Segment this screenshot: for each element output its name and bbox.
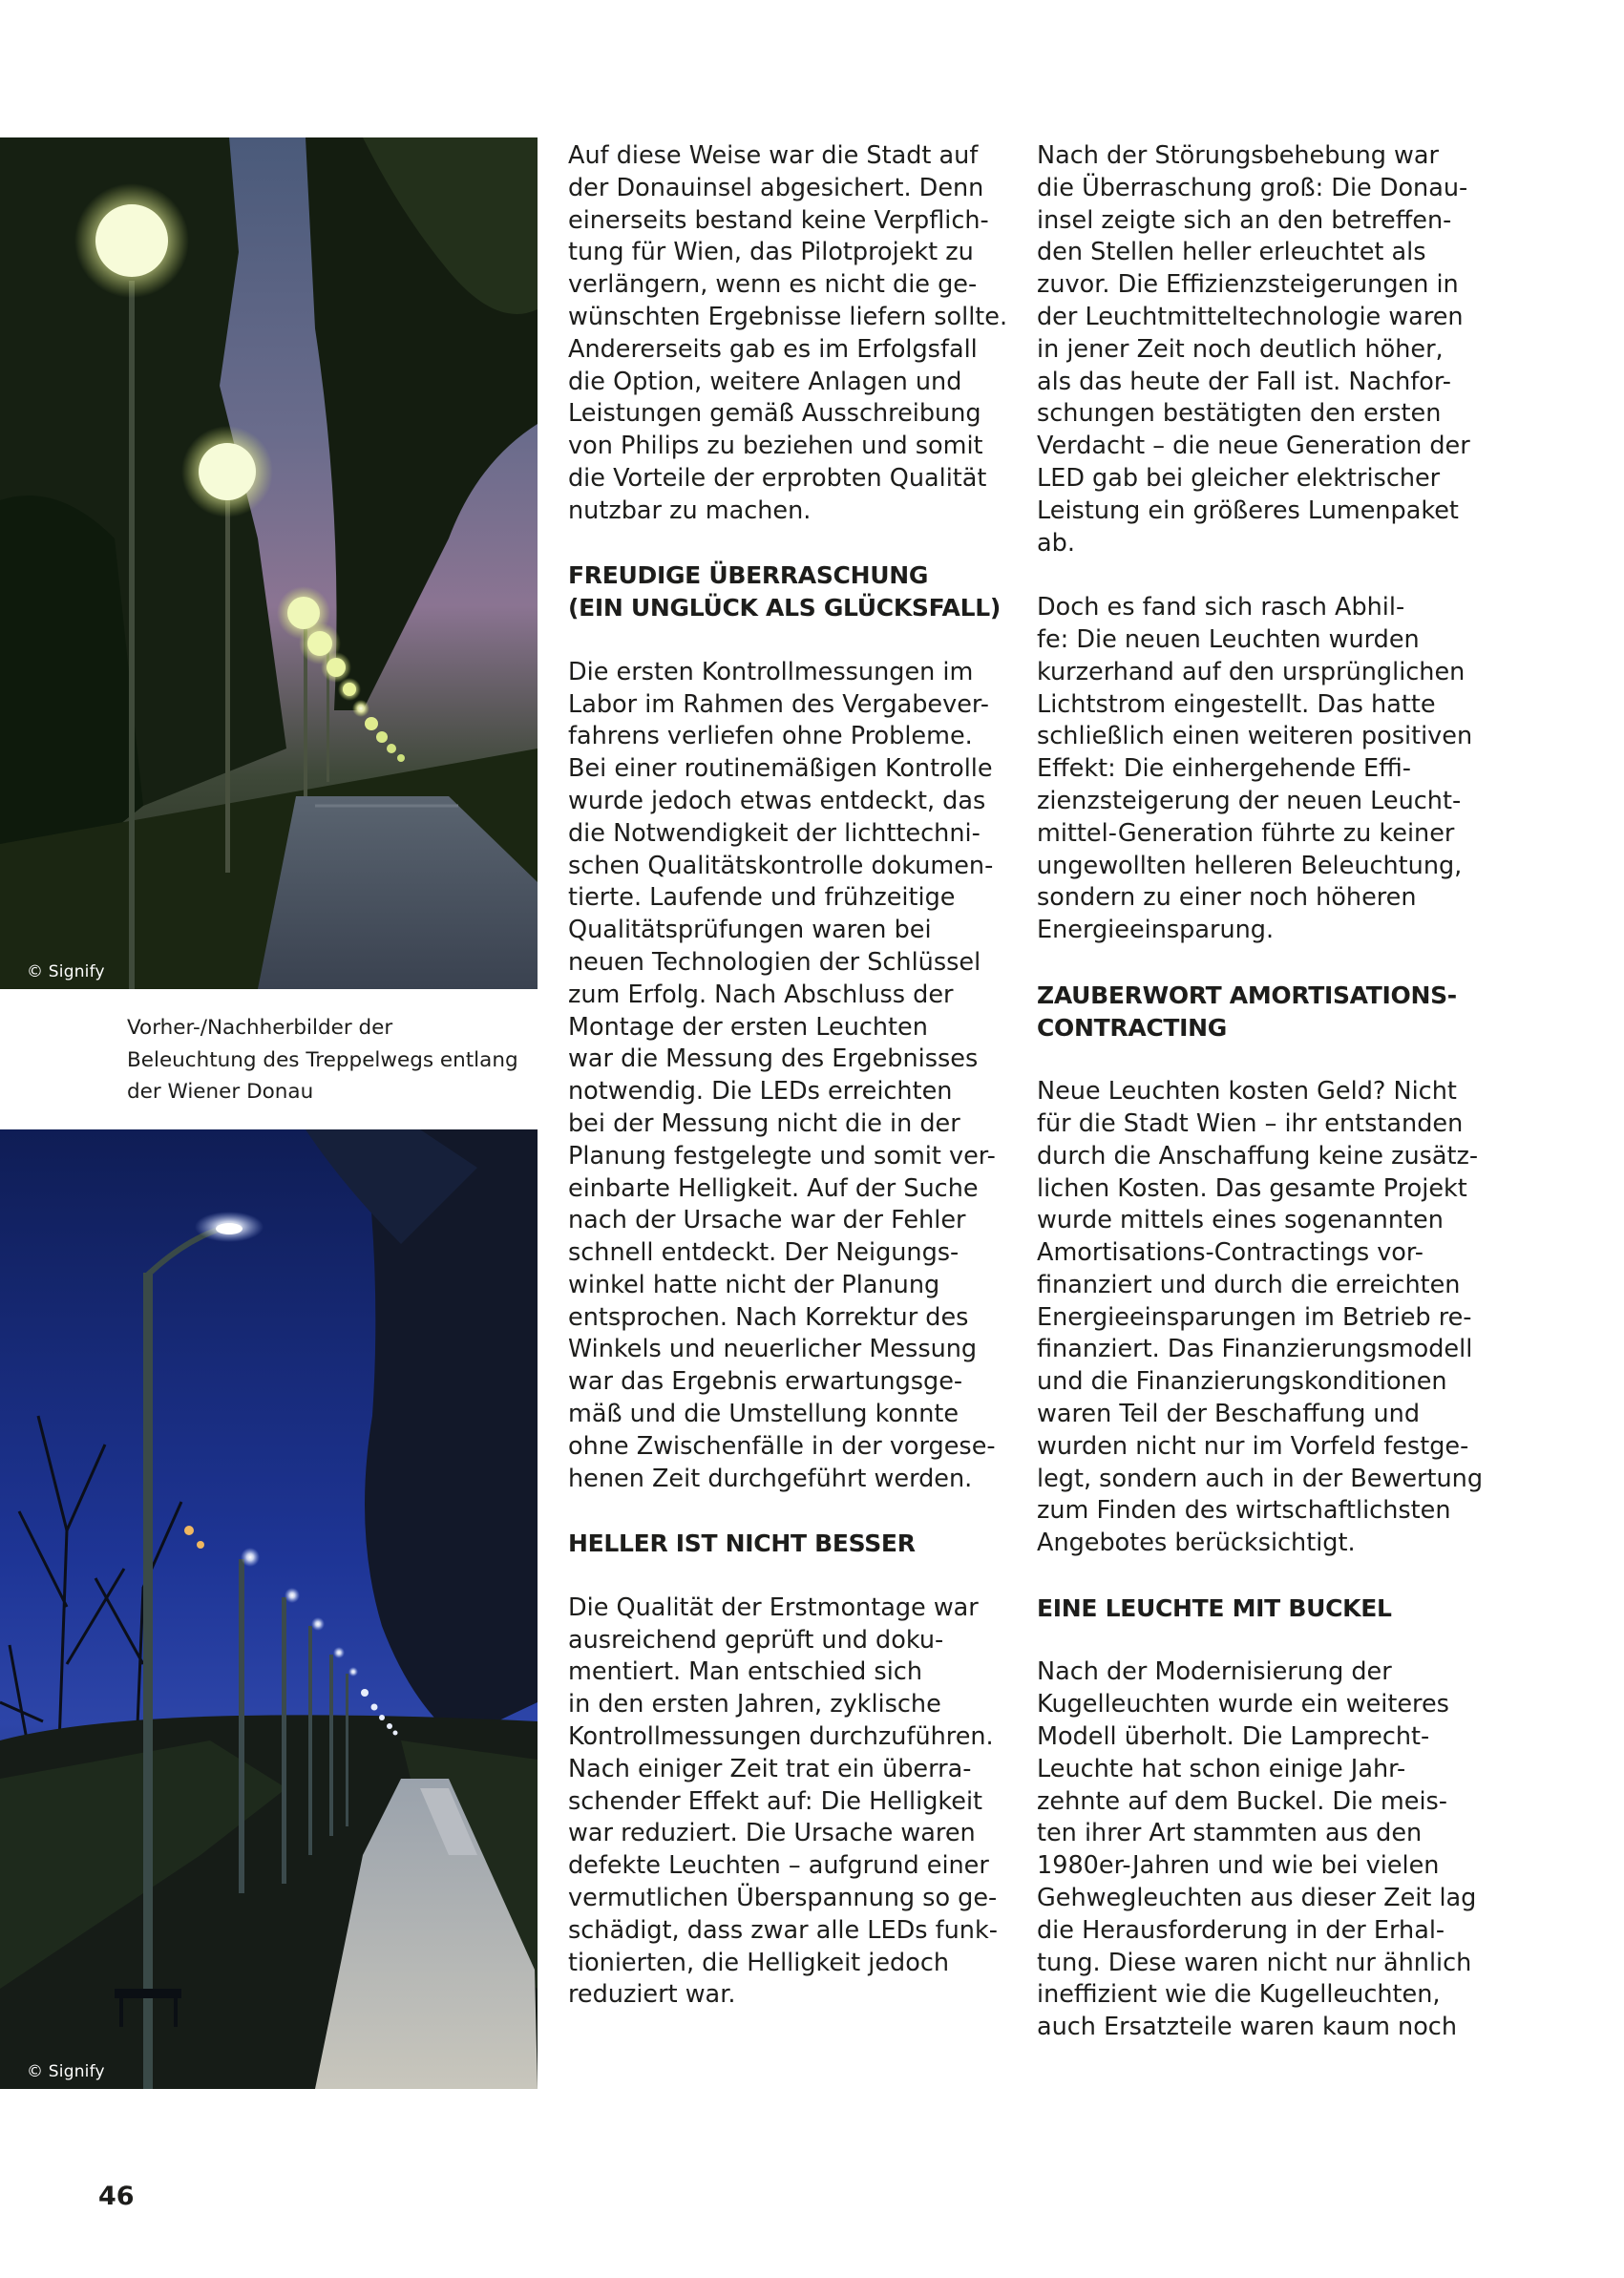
- text-line: ohne Zwischenfälle in der vorgese-: [568, 1431, 996, 1461]
- text-line: defekte Leuchten – aufgrund einer: [568, 1851, 989, 1881]
- text-line: auch Ersatzteile waren kaum noch: [1037, 2013, 1457, 2042]
- text-line: (EIN UNGLÜCK ALS GLÜCKSFALL): [568, 594, 1001, 622]
- text-line: tung für Wien, das Pilotprojekt zu: [568, 238, 974, 267]
- text-line: tung. Diese waren nicht nur ähnlich: [1037, 1948, 1472, 1977]
- text-line: schen Qualitätskontrolle dokumen-: [568, 851, 994, 880]
- photo-after-led-lamps: [0, 1129, 538, 2089]
- caption-line: der Wiener Donau: [127, 1080, 314, 1104]
- text-line: Labor im Rahmen des Vergabever-: [568, 689, 989, 719]
- text-line: Amortisations-Contractings vor-: [1037, 1238, 1424, 1268]
- text-line: mentiert. Man entschied sich: [568, 1657, 922, 1687]
- text-line: zehnte auf dem Buckel. Die meis-: [1037, 1786, 1448, 1816]
- text-line: kurzerhand auf den ursprünglichen: [1037, 657, 1466, 686]
- text-line: durch die Anschaffung keine zusätz-: [1037, 1141, 1479, 1171]
- text-line: schließlich einen weiteren positiven: [1037, 722, 1473, 751]
- paragraph: [568, 140, 1017, 528]
- text-line: insel zeigte sich an den betreffen-: [1037, 205, 1452, 235]
- text-line: Planung festgelegte und somit ver-: [568, 1141, 996, 1171]
- text-line: Die Qualität der Erstmontage war: [568, 1592, 979, 1622]
- section-heading: [568, 1528, 1017, 1560]
- text-line: Leistungen gemäß Ausschreibung: [568, 399, 981, 429]
- text-line: Leuchte hat schon einige Jahr-: [1037, 1754, 1406, 1783]
- text-column-1: [568, 140, 1017, 2012]
- text-line: Neue Leuchten kosten Geld? Nicht: [1037, 1077, 1457, 1107]
- text-line: schungen bestätigten den ersten: [1037, 399, 1442, 429]
- text-line: wurde mittels eines sogenannten: [1037, 1206, 1444, 1235]
- text-line: vermutlichen Überspannung so ge-: [568, 1884, 998, 1913]
- text-line: die Herausforderung in der Erhal-: [1037, 1915, 1445, 1945]
- paragraph: [1037, 140, 1486, 559]
- paragraph: [1037, 1656, 1486, 2044]
- text-line: in jener Zeit noch deutlich höher,: [1037, 334, 1444, 364]
- section-heading: [568, 559, 1017, 624]
- text-line: mäß und die Umstellung konnte: [568, 1400, 960, 1429]
- photo-credit: © Signify: [27, 2062, 105, 2081]
- text-line: zum Finden des wirtschaftlichsten: [1037, 1496, 1451, 1526]
- text-column-2: [1037, 140, 1486, 2044]
- text-line: zienzsteigerung der neuen Leucht-: [1037, 786, 1462, 815]
- text-line: ungewollten helleren Beleuchtung,: [1037, 851, 1463, 880]
- text-line: schnell entdeckt. Der Neigungs-: [568, 1238, 960, 1268]
- text-line: ten ihrer Art stammten aus den: [1037, 1819, 1423, 1848]
- text-line: winkel hatte nicht der Planung: [568, 1270, 940, 1299]
- text-line: Auf diese Weise war die Stadt auf: [568, 141, 979, 170]
- text-line: verlängern, wenn es nicht die ge-: [568, 270, 978, 300]
- text-line: war die Messung des Ergebnisses: [568, 1044, 979, 1074]
- text-line: Kontrollmessungen durchzuführen.: [568, 1722, 994, 1752]
- text-line: Angebotes berücksichtigt.: [1037, 1529, 1356, 1558]
- text-line: Verdacht – die neue Generation der: [1037, 432, 1470, 461]
- text-line: entsprochen. Nach Korrektur des: [568, 1302, 969, 1332]
- text-line: ab.: [1037, 528, 1075, 558]
- text-line: HELLER IST NICHT BESSER: [568, 1529, 916, 1558]
- photo-before-illustration: [0, 137, 538, 989]
- text-line: Nach der Störungsbehebung war: [1037, 141, 1440, 170]
- text-line: die Überraschung groß: Die Donau-: [1037, 173, 1468, 202]
- text-line: FREUDIGE ÜBERRASCHUNG: [568, 561, 929, 590]
- text-line: von Philips zu beziehen und somit: [568, 432, 983, 461]
- paragraph: [568, 657, 1017, 1496]
- text-line: waren Teil der Beschaffung und: [1037, 1400, 1421, 1429]
- paragraph: [568, 1592, 1017, 2012]
- text-line: zum Erfolg. Nach Abschluss der: [568, 980, 954, 1009]
- text-line: notwendig. Die LEDs erreichten: [568, 1077, 953, 1107]
- text-line: als das heute der Fall ist. Nachfor-: [1037, 367, 1451, 396]
- paragraph: [1037, 592, 1486, 947]
- text-line: Bei einer routinemäßigen Kontrolle: [568, 754, 993, 784]
- text-line: EINE LEUCHTE MIT BUCKEL: [1037, 1593, 1392, 1622]
- text-line: sondern zu einer noch höheren: [1037, 883, 1417, 913]
- text-line: neuen Technologien der Schlüssel: [568, 947, 981, 977]
- text-line: wurden nicht nur im Vorfeld festge-: [1037, 1431, 1469, 1461]
- photo-after-illustration: [0, 1129, 538, 2089]
- text-line: 1980er-Jahren und wie bei vielen: [1037, 1851, 1440, 1881]
- text-line: Qualitätsprüfungen waren bei: [568, 916, 932, 945]
- text-line: fe: Die neuen Leuchten wurden: [1037, 624, 1420, 654]
- text-line: finanziert und durch die erreichten: [1037, 1270, 1461, 1299]
- text-line: CONTRACTING: [1037, 1013, 1228, 1042]
- text-line: den Stellen heller erleuchtet als: [1037, 238, 1426, 267]
- text-line: Gehwegleuchten aus dieser Zeit lag: [1037, 1884, 1477, 1913]
- text-line: einerseits bestand keine Verpflich-: [568, 205, 989, 235]
- text-line: finanziert. Das Finanzierungsmodell: [1037, 1335, 1473, 1364]
- text-line: Doch es fand sich rasch Abhil-: [1037, 593, 1405, 622]
- text-line: einbarte Helligkeit. Auf der Suche: [568, 1173, 979, 1203]
- text-line: ausreichend geprüft und doku-: [568, 1625, 944, 1655]
- text-line: fahrens verliefen ohne Probleme.: [568, 722, 973, 751]
- text-line: Die ersten Kontrollmessungen im: [568, 657, 974, 686]
- text-line: Andererseits gab es im Erfolgsfall: [568, 334, 978, 364]
- section-heading: [1037, 980, 1486, 1044]
- text-line: Modell überholt. Die Lamprecht-: [1037, 1722, 1430, 1752]
- text-line: legt, sondern auch in der Bewertung: [1037, 1464, 1484, 1493]
- text-line: tierte. Laufende und frühzeitige: [568, 883, 956, 913]
- text-line: mittel-Generation führte zu keiner: [1037, 818, 1455, 848]
- text-line: schender Effekt auf: Die Helligkeit: [568, 1786, 983, 1816]
- text-line: Nach einiger Zeit trat ein überra-: [568, 1754, 972, 1783]
- text-line: Montage der ersten Leuchten: [568, 1012, 928, 1042]
- paragraph: [1037, 1076, 1486, 1560]
- text-line: ZAUBERWORT AMORTISATIONS-: [1037, 981, 1457, 1009]
- text-line: der Leuchtmitteltechnologie waren: [1037, 302, 1464, 331]
- text-line: Winkels und neuerlicher Messung: [568, 1335, 978, 1364]
- text-line: Effekt: Die einhergehende Effi-: [1037, 754, 1412, 784]
- text-line: nach der Ursache war der Fehler: [568, 1206, 966, 1235]
- caption-line: Beleuchtung des Treppelwegs entlang: [127, 1047, 518, 1072]
- text-line: henen Zeit durchgeführt werden.: [568, 1464, 973, 1493]
- text-line: wünschten Ergebnisse liefern sollte.: [568, 302, 1008, 331]
- text-line: und die Finanzierungskonditionen: [1037, 1367, 1447, 1397]
- text-line: schädigt, dass zwar alle LEDs funk-: [568, 1915, 998, 1945]
- photo-caption: [127, 1012, 528, 1108]
- text-line: Kugelleuchten wurde ein weiteres: [1037, 1690, 1449, 1719]
- text-line: Nach der Modernisierung der: [1037, 1657, 1392, 1687]
- photo-before-globe-lamps: [0, 137, 538, 989]
- text-line: war das Ergebnis erwartungsge-: [568, 1367, 963, 1397]
- text-line: tionierten, die Helligkeit jedoch: [568, 1948, 950, 1977]
- text-line: Lichtstrom eingestellt. Das hatte: [1037, 689, 1436, 719]
- text-line: Energieeinsparung.: [1037, 916, 1275, 945]
- caption-line: Vorher-/Nachherbilder der: [127, 1016, 393, 1040]
- photo-credit: © Signify: [27, 962, 105, 981]
- text-line: reduziert war.: [568, 1980, 736, 2010]
- text-line: ineffizient wie die Kugelleuchten,: [1037, 1980, 1441, 2010]
- text-line: die Vorteile der erprobten Qualität: [568, 463, 987, 493]
- text-line: die Notwendigkeit der lichttechni-: [568, 818, 981, 848]
- text-line: lichen Kosten. Das gesamte Projekt: [1037, 1173, 1467, 1203]
- text-line: der Donauinsel abgesichert. Denn: [568, 173, 984, 202]
- text-line: LED gab bei gleicher elektrischer: [1037, 463, 1441, 493]
- text-line: bei der Messung nicht die in der: [568, 1108, 960, 1138]
- section-heading: [1037, 1592, 1486, 1625]
- text-line: die Option, weitere Anlagen und: [568, 367, 962, 396]
- text-line: nutzbar zu machen.: [568, 496, 812, 525]
- text-line: Leistung ein größeres Lumenpaket: [1037, 496, 1459, 525]
- text-line: wurde jedoch etwas entdeckt, das: [568, 786, 986, 815]
- text-line: in den ersten Jahren, zyklische: [568, 1690, 941, 1719]
- text-line: Energieeinsparungen im Betrieb re-: [1037, 1302, 1472, 1332]
- text-line: war reduziert. Die Ursache waren: [568, 1819, 976, 1848]
- text-line: zuvor. Die Effizienzsteigerungen in: [1037, 270, 1459, 300]
- page-number: 46: [98, 2182, 135, 2211]
- text-line: für die Stadt Wien – ihr entstanden: [1037, 1108, 1464, 1138]
